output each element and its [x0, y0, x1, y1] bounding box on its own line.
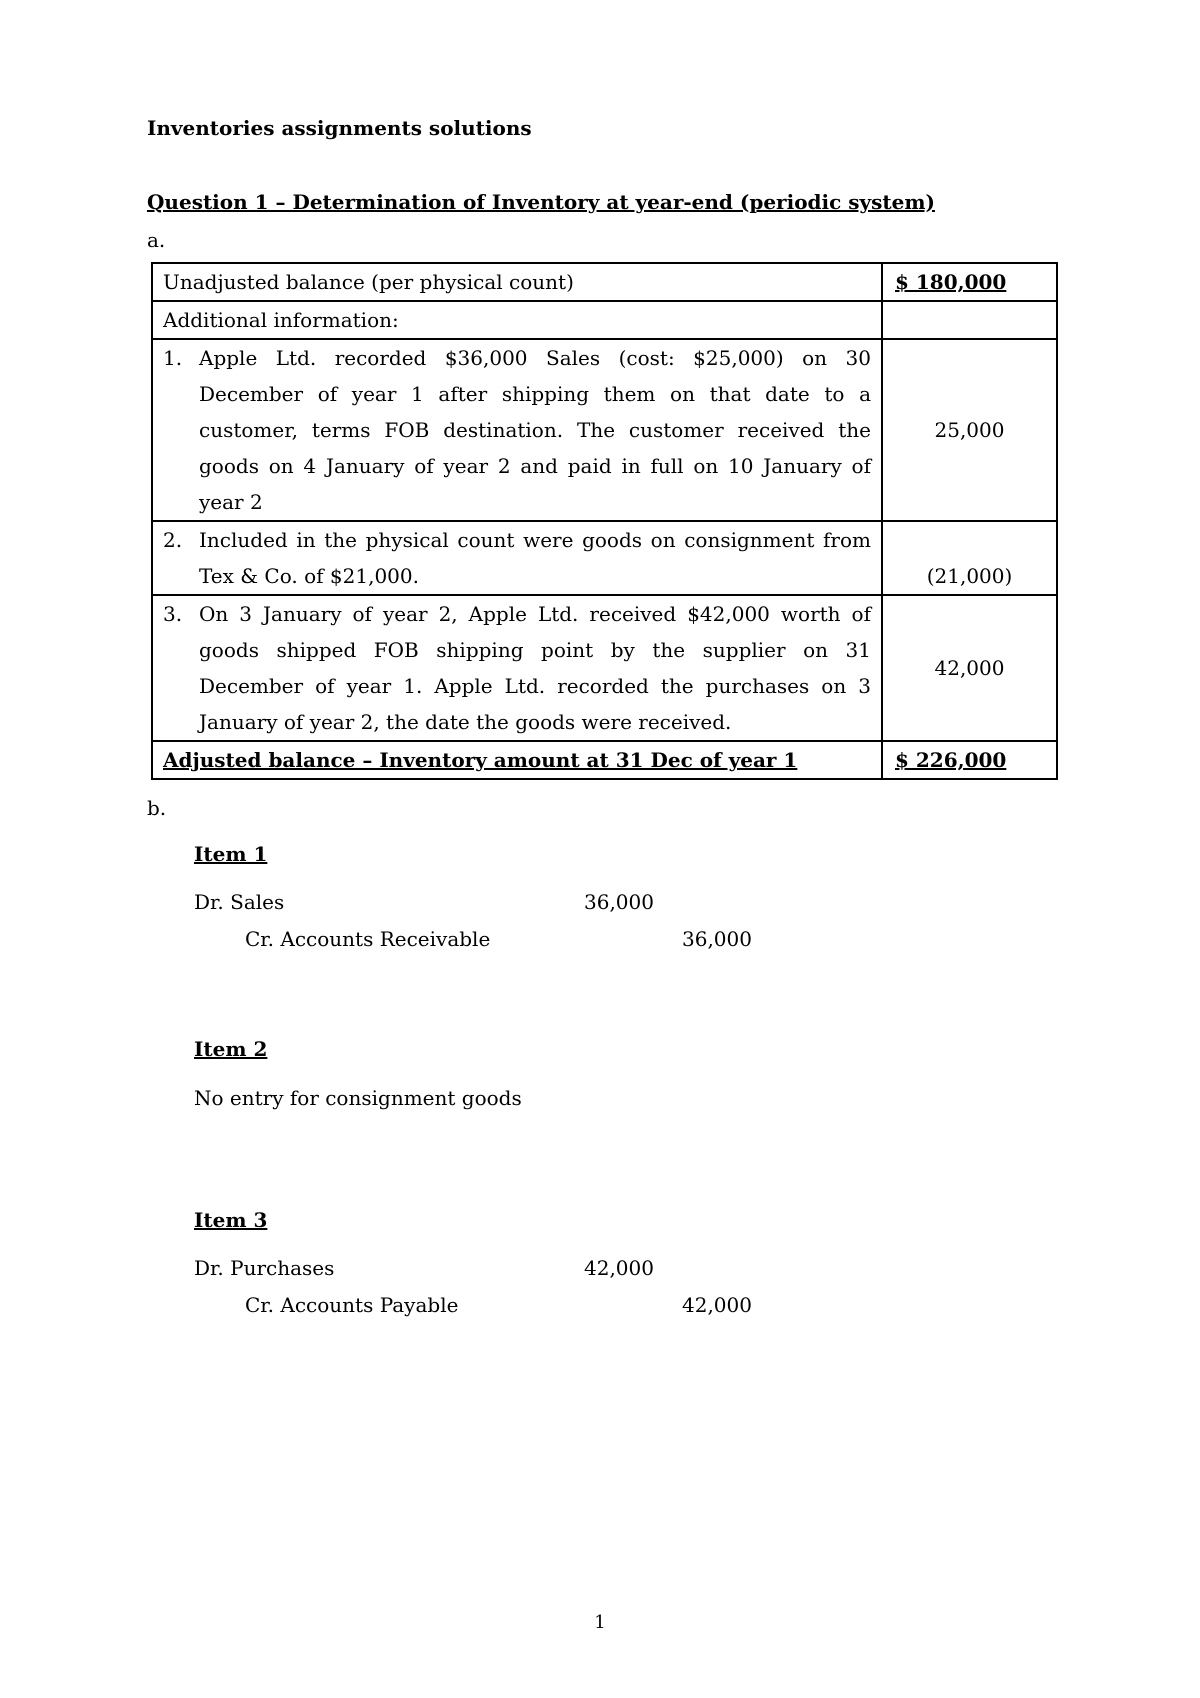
item-2-description [152, 521, 882, 595]
question-heading: Question 1 – Determination of Inventory at year-end (periodic system) [147, 190, 935, 214]
unadjusted-label: Unadjusted balance (per physical count) [152, 263, 882, 301]
adjusted-amount: $ 226,000 [882, 741, 1057, 779]
item-3-debit-account: Dr. Purchases [194, 1256, 335, 1280]
item-1-debit-amount: 36,000 [584, 890, 654, 914]
item-1-credit-amount: 36,000 [682, 927, 752, 951]
item-3-debit-amount: 42,000 [584, 1256, 654, 1280]
item-3-credit-account: Cr. Accounts Payable [245, 1293, 459, 1317]
table-row-item-3 [152, 595, 1057, 741]
item-1-credit-account: Cr. Accounts Receivable [245, 927, 491, 951]
item-1-text: Apple Ltd. recorded $36,000 Sales (cost: $25,000) on 30 December of year 1 after shipping them on that date to a customer, terms FOB destination. The customer received the goods on 4 January of year 2 and paid in full on 10 January of year 2 [199, 346, 871, 514]
inventory-adjustment-table [151, 262, 1058, 780]
item-2-number: 2. [163, 528, 183, 552]
additional-info-amount-empty [882, 301, 1057, 339]
item-2-heading: Item 2 [194, 1037, 268, 1061]
item-2-note: No entry for consignment goods [194, 1086, 522, 1110]
table-row-adjusted [152, 741, 1057, 779]
item-1-heading: Item 1 [194, 842, 268, 866]
part-a-label: a. [147, 228, 166, 252]
table-row-item-2 [152, 521, 1057, 595]
unadjusted-amount: $ 180,000 [882, 263, 1057, 301]
item-3-amount: 42,000 [882, 595, 1057, 741]
item-3-description [152, 595, 882, 741]
item-3-credit-amount: 42,000 [682, 1293, 752, 1317]
item-1-amount: 25,000 [882, 339, 1057, 521]
item-3-heading: Item 3 [194, 1208, 268, 1232]
item-2-amount: (21,000) [882, 521, 1057, 595]
table-row-additional-info [152, 301, 1057, 339]
additional-info-label: Additional information: [152, 301, 882, 339]
item-1-description [152, 339, 882, 521]
table-row-item-1 [152, 339, 1057, 521]
item-2-text: Included in the physical count were goods on consignment from Tex & Co. of $21,000. [199, 528, 871, 588]
page-number: 1 [594, 1612, 606, 1633]
item-3-text: On 3 January of year 2, Apple Ltd. received $42,000 worth of goods shipped FOB shipping point by the supplier on 31 December of year 1. Apple Ltd. recorded the purchases on 3 January of year 2, the date the goods were received. [199, 602, 871, 734]
item-1-debit-account: Dr. Sales [194, 890, 285, 914]
item-1-number: 1. [163, 346, 183, 370]
item-3-number: 3. [163, 602, 183, 626]
document-title: Inventories assignments solutions [147, 116, 532, 140]
table-row-unadjusted [152, 263, 1057, 301]
part-b-label: b. [147, 796, 167, 820]
adjusted-label: Adjusted balance – Inventory amount at 31 Dec of year 1 [152, 741, 882, 779]
